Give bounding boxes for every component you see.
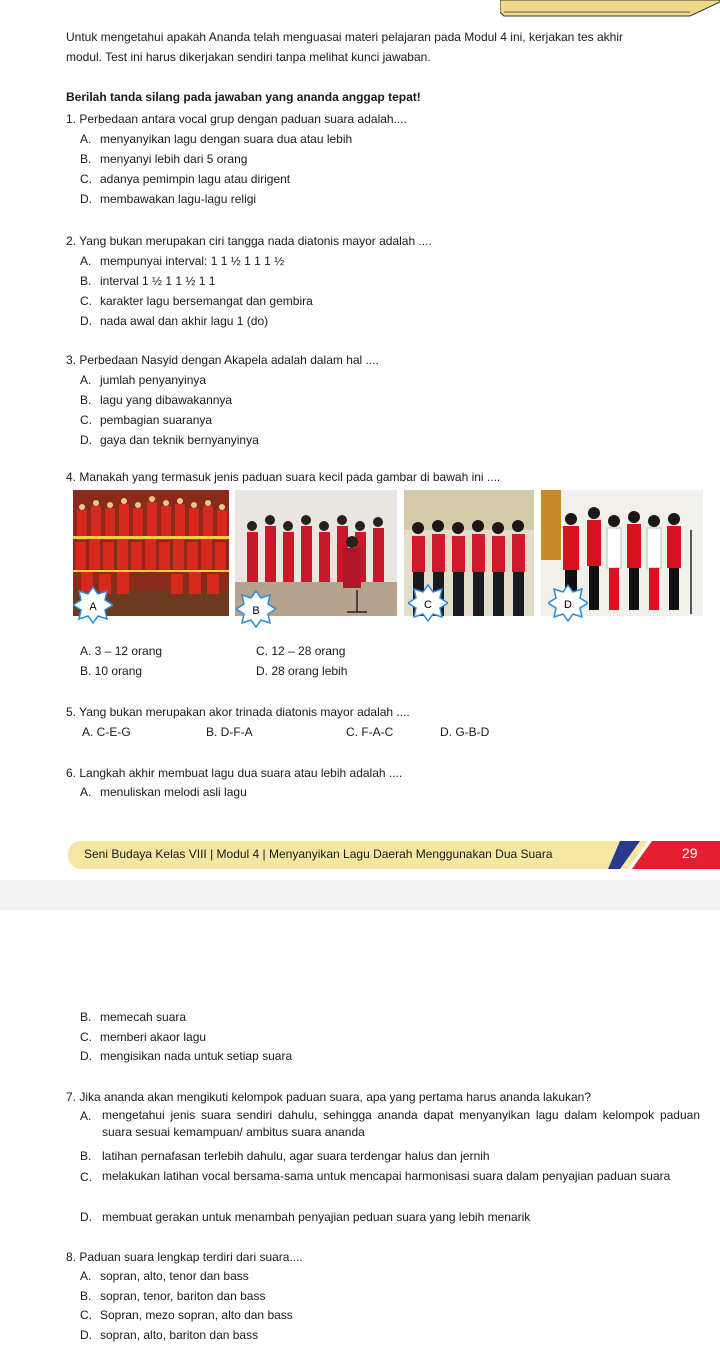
top-decoration <box>500 0 720 18</box>
intro-line-2: modul. Test ini harus dikerjakan sendiri tanpa melihat kunci jawaban. <box>66 50 431 64</box>
q8-option-d[interactable]: D. sopran, alto, bariton dan bass <box>80 1328 259 1342</box>
q1-option-b[interactable]: B. menyanyi lebih dari 5 orang <box>80 152 248 166</box>
q7-option-a-letter: A. <box>80 1109 92 1123</box>
q8-option-c[interactable]: C. Sopran, mezo sopran, alto dan bass <box>80 1308 293 1322</box>
q6-option-c[interactable]: C. memberi akaor lagu <box>80 1030 207 1044</box>
q8-option-b[interactable]: B. sopran, tenor, bariton dan bass <box>80 1289 266 1303</box>
q7-option-d[interactable]: membuat gerakan untuk menambah penyajian peduan suara yang lebih menarik <box>102 1210 531 1224</box>
q5-option-a[interactable]: A. C-E-G <box>82 725 131 739</box>
question-1: 1. Perbedaan antara vocal grup dengan paduan suara adalah.... <box>66 112 407 126</box>
page-30 <box>0 910 720 1365</box>
question-5: 5. Yang bukan merupakan akor trinada diatonis mayor adalah .... <box>66 705 410 719</box>
q6-option-d[interactable]: D. mengisikan nada untuk setiap suara <box>80 1049 293 1063</box>
q2-option-c[interactable]: C. karakter lagu bersemangat dan gembira <box>80 294 313 308</box>
q1-option-d[interactable]: D. membawakan lagu-lagu religi <box>80 192 257 206</box>
q4-option-b[interactable]: B. 10 orang <box>80 664 143 678</box>
q4-option-a[interactable]: A. 3 – 12 orang <box>80 644 163 658</box>
photo-c-badge <box>408 584 448 622</box>
q3-option-c[interactable]: C. pembagian suaranya <box>80 413 213 427</box>
q3-option-a[interactable]: A. jumlah penyanyinya <box>80 373 207 387</box>
q6-option-a[interactable]: A. menuliskan melodi asli lagu <box>80 785 247 799</box>
q7-option-b[interactable]: latihan pernafasan terlebih dahulu, agar suara terdengar halus dan jernih <box>102 1149 490 1163</box>
photo-c-label: C <box>424 599 432 611</box>
q5-option-c[interactable]: C. F-A-C <box>346 725 394 739</box>
q5-option-b[interactable]: B. D-F-A <box>206 725 253 739</box>
q7-option-a[interactable]: mengetahui jenis suara sendiri dahulu, sehingga ananda dapat menyanyikan lagu dalam kelompok paduan suara sesuai kemampuan/ ambitus suara ananda <box>102 1108 700 1139</box>
q6-option-b[interactable]: B. memecah suara <box>80 1010 187 1024</box>
question-7: 7. Jika ananda akan mengikuti kelompok paduan suara, apa yang pertama harus ananda lakukan? <box>66 1090 592 1104</box>
page-number: 29 <box>682 845 698 861</box>
footer-title: Seni Budaya Kelas VIII | Modul 4 | Menyanyikan Lagu Daerah Menggunakan Dua Suara <box>84 847 553 861</box>
q2-option-b[interactable]: B. interval 1 ½ 1 1 ½ 1 1 <box>80 274 216 288</box>
q4-option-d[interactable]: D. 28 orang lebih <box>256 664 348 678</box>
photo-a-label: A <box>89 601 97 613</box>
q8-option-a[interactable]: A. sopran, alto, tenor dan bass <box>80 1269 249 1283</box>
question-2: 2. Yang bukan merupakan ciri tangga nada diatonis mayor adalah .... <box>66 234 432 248</box>
photo-d-label: D <box>564 599 572 611</box>
instruction: Berilah tanda silang pada jawaban yang ananda anggap tepat! <box>66 90 421 104</box>
q3-option-b[interactable]: B. lagu yang dibawakannya <box>80 393 233 407</box>
question-6: 6. Langkah akhir membuat lagu dua suara atau lebih adalah .... <box>66 766 403 780</box>
intro-line-1: Untuk mengetahui apakah Ananda telah menguasai materi pelajaran pada Modul 4 ini, kerjakan tes akhir <box>66 30 624 44</box>
page-footer <box>68 841 720 869</box>
q2-option-d[interactable]: D. nada awal dan akhir lagu 1 (do) <box>80 314 269 328</box>
q2-option-a[interactable]: A. mempunyai interval: 1 1 ½ 1 1 1 ½ <box>80 254 285 268</box>
q7-option-c-letter: C. <box>80 1170 92 1184</box>
question-3: 3. Perbedaan Nasyid dengan Akapela adalah dalam hal .... <box>66 353 379 367</box>
q7-option-b-letter: B. <box>80 1149 92 1163</box>
q4-option-c[interactable]: C. 12 – 28 orang <box>256 644 346 658</box>
question-4: 4. Manakah yang termasuk jenis paduan suara kecil pada gambar di bawah ini .... <box>66 470 501 484</box>
q3-option-d[interactable]: D. gaya dan teknik bernyanyinya <box>80 433 259 447</box>
photo-d-badge <box>548 584 588 622</box>
photo-a-badge <box>73 586 113 624</box>
q7-option-d-letter: D. <box>80 1210 92 1224</box>
photo-b-label: B <box>252 605 260 617</box>
q5-option-d[interactable]: D. G-B-D <box>440 725 490 739</box>
q1-option-c[interactable]: C. adanya pemimpin lagu atau dirigent <box>80 172 291 186</box>
q7-option-c[interactable]: melakukan latihan vocal bersama-sama untuk mencapai harmonisasi suara dalam penyajian paduan suara <box>102 1169 671 1183</box>
photo-b-badge <box>236 590 276 628</box>
page-gap <box>0 880 720 910</box>
q1-option-a[interactable]: A. menyanyikan lagu dengan suara dua atau lebih <box>80 132 353 146</box>
question-8: 8. Paduan suara lengkap terdiri dari suara.... <box>66 1250 303 1264</box>
